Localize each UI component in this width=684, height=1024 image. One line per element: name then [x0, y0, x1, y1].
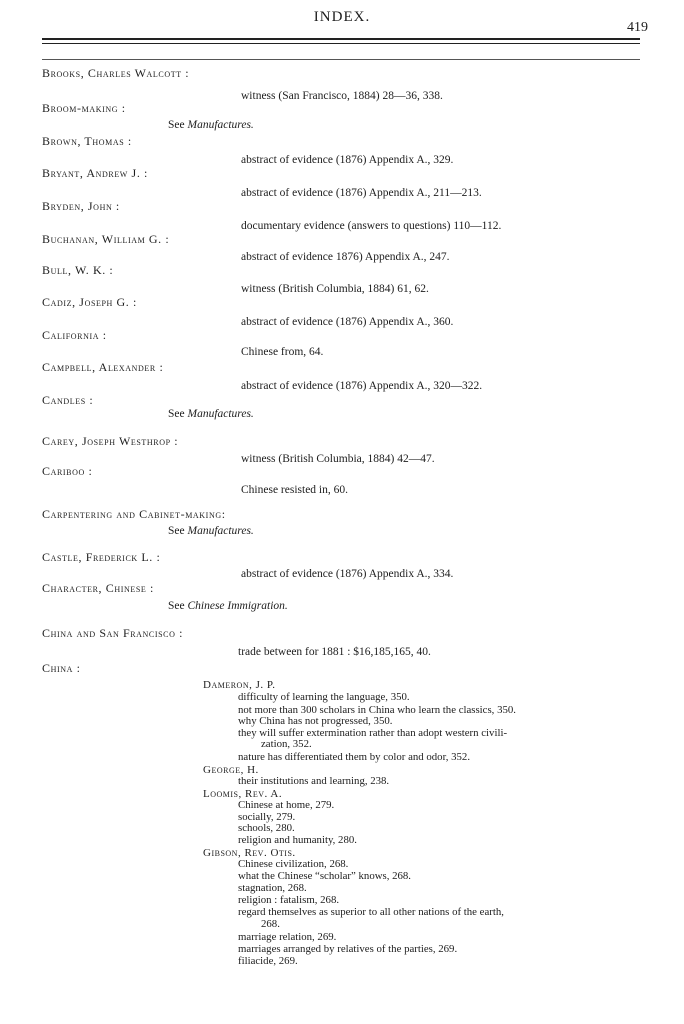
entry-detail-bull: witness (British Columbia, 1884) 61, 62. — [241, 283, 429, 295]
entry-heading-broom-making: Broom-making : — [42, 101, 126, 115]
sub-line: Chinese at home, 279. — [238, 799, 335, 811]
entry-detail-china-san-francisco: trade between for 1881 : $16,185,165, 40. — [238, 646, 431, 658]
entry-heading-china-san-francisco: China and San Francisco : — [42, 626, 184, 640]
entry-detail-california: Chinese from, 64. — [241, 346, 324, 358]
sub-author-dameron: Dameron, J. P. — [203, 679, 276, 691]
entry-detail-bryden: documentary evidence (answers to questions) 110—112. — [241, 220, 502, 232]
see-label: See — [168, 525, 185, 537]
entry-heading-bryden: Bryden, John : — [42, 199, 120, 213]
entry-heading-character-chinese: Character, Chinese : — [42, 581, 154, 595]
entry-see-candles — [168, 408, 254, 420]
sub-line-continuation: zation, 352. — [261, 738, 312, 750]
header-rule-thick — [42, 38, 640, 40]
sub-line: they will suffer extermination rather than adopt western civili- — [238, 727, 508, 739]
sub-line: filiacide, 269. — [238, 955, 298, 967]
entry-heading-cadiz: Cadiz, Joseph G. : — [42, 295, 137, 309]
entry-detail-carey: witness (British Columbia, 1884) 42—47. — [241, 453, 435, 465]
entry-detail-buchanan: abstract of evidence 1876) Appendix A., 247. — [241, 251, 450, 263]
sub-line: schools, 280. — [238, 822, 295, 834]
entry-detail-cadiz: abstract of evidence (1876) Appendix A., 360. — [241, 316, 454, 328]
entry-detail-castle: abstract of evidence (1876) Appendix A., 334. — [241, 568, 454, 580]
entry-heading-china: China : — [42, 661, 81, 675]
entry-see-character-chinese — [168, 600, 288, 612]
entry-detail-brown: abstract of evidence (1876) Appendix A., 329. — [241, 154, 454, 166]
sub-line: religion and humanity, 280. — [238, 834, 357, 846]
sub-line: why China has not progressed, 350. — [238, 715, 393, 727]
sub-line: nature has differentiated them by color and odor, 352. — [238, 751, 471, 763]
entry-see-carpentering — [168, 525, 254, 537]
entry-heading-bryant: Bryant, Andrew J. : — [42, 166, 148, 180]
sub-author-gibson: Gibson, Rev. Otis. — [203, 847, 296, 859]
see-label: See — [168, 119, 185, 131]
entry-heading-castle: Castle, Frederick L. : — [42, 550, 161, 564]
entry-heading-candles: Candles : — [42, 393, 94, 407]
sub-line: religion : fatalism, 268. — [238, 894, 340, 906]
sub-line: their institutions and learning, 238. — [238, 775, 390, 787]
see-reference: Manufactures. — [187, 119, 254, 131]
sub-line-continuation: 268. — [261, 918, 280, 930]
header-rule-thin — [42, 43, 640, 44]
entry-heading-carey: Carey, Joseph Westhrop : — [42, 434, 179, 448]
entry-heading-carpentering: Carpentering and Cabinet-making: — [42, 507, 226, 521]
sub-line: regard themselves as superior to all other nations of the earth, — [238, 906, 504, 918]
page-number: 419 — [627, 20, 648, 35]
entry-heading-campbell: Campbell, Alexander : — [42, 360, 164, 374]
sub-line: marriage relation, 269. — [238, 931, 337, 943]
entry-heading-brown: Brown, Thomas : — [42, 134, 132, 148]
sub-author-loomis: Loomis, Rev. A. — [203, 788, 283, 800]
sub-line: difficulty of learning the language, 350. — [238, 691, 410, 703]
header-rule-lower — [42, 59, 640, 60]
see-label: See — [168, 408, 185, 420]
entry-heading-bull: Bull, W. K. : — [42, 263, 114, 277]
see-reference: Manufactures. — [187, 525, 254, 537]
sub-line: stagnation, 268. — [238, 882, 307, 894]
sub-line: not more than 300 scholars in China who learn the classics, 350. — [238, 704, 516, 716]
see-reference: Chinese Immigration. — [187, 600, 288, 612]
entry-heading-brooks: Brooks, Charles Walcott : — [42, 66, 190, 80]
entry-heading-california: California : — [42, 328, 107, 342]
running-title: INDEX. — [313, 9, 371, 25]
see-reference: Manufactures. — [187, 408, 254, 420]
entry-detail-campbell: abstract of evidence (1876) Appendix A., 320—322. — [241, 380, 483, 392]
entry-detail-cariboo: Chinese resisted in, 60. — [241, 484, 348, 496]
sub-line: marriages arranged by relatives of the parties, 269. — [238, 943, 458, 955]
entry-heading-buchanan: Buchanan, William G. : — [42, 232, 170, 246]
entry-see-broom-making — [168, 119, 254, 131]
entry-heading-cariboo: Cariboo : — [42, 464, 93, 478]
sub-author-george: George, H. — [203, 764, 259, 776]
see-label: See — [168, 600, 185, 612]
sub-line: socially, 279. — [238, 811, 296, 823]
entry-detail-bryant: abstract of evidence (1876) Appendix A., 211—213. — [241, 187, 482, 199]
entry-detail-brooks: witness (San Francisco, 1884) 28—36, 338. — [241, 90, 443, 102]
sub-line: what the Chinese “scholar” knows, 268. — [238, 870, 412, 882]
sub-line: Chinese civilization, 268. — [238, 858, 349, 870]
